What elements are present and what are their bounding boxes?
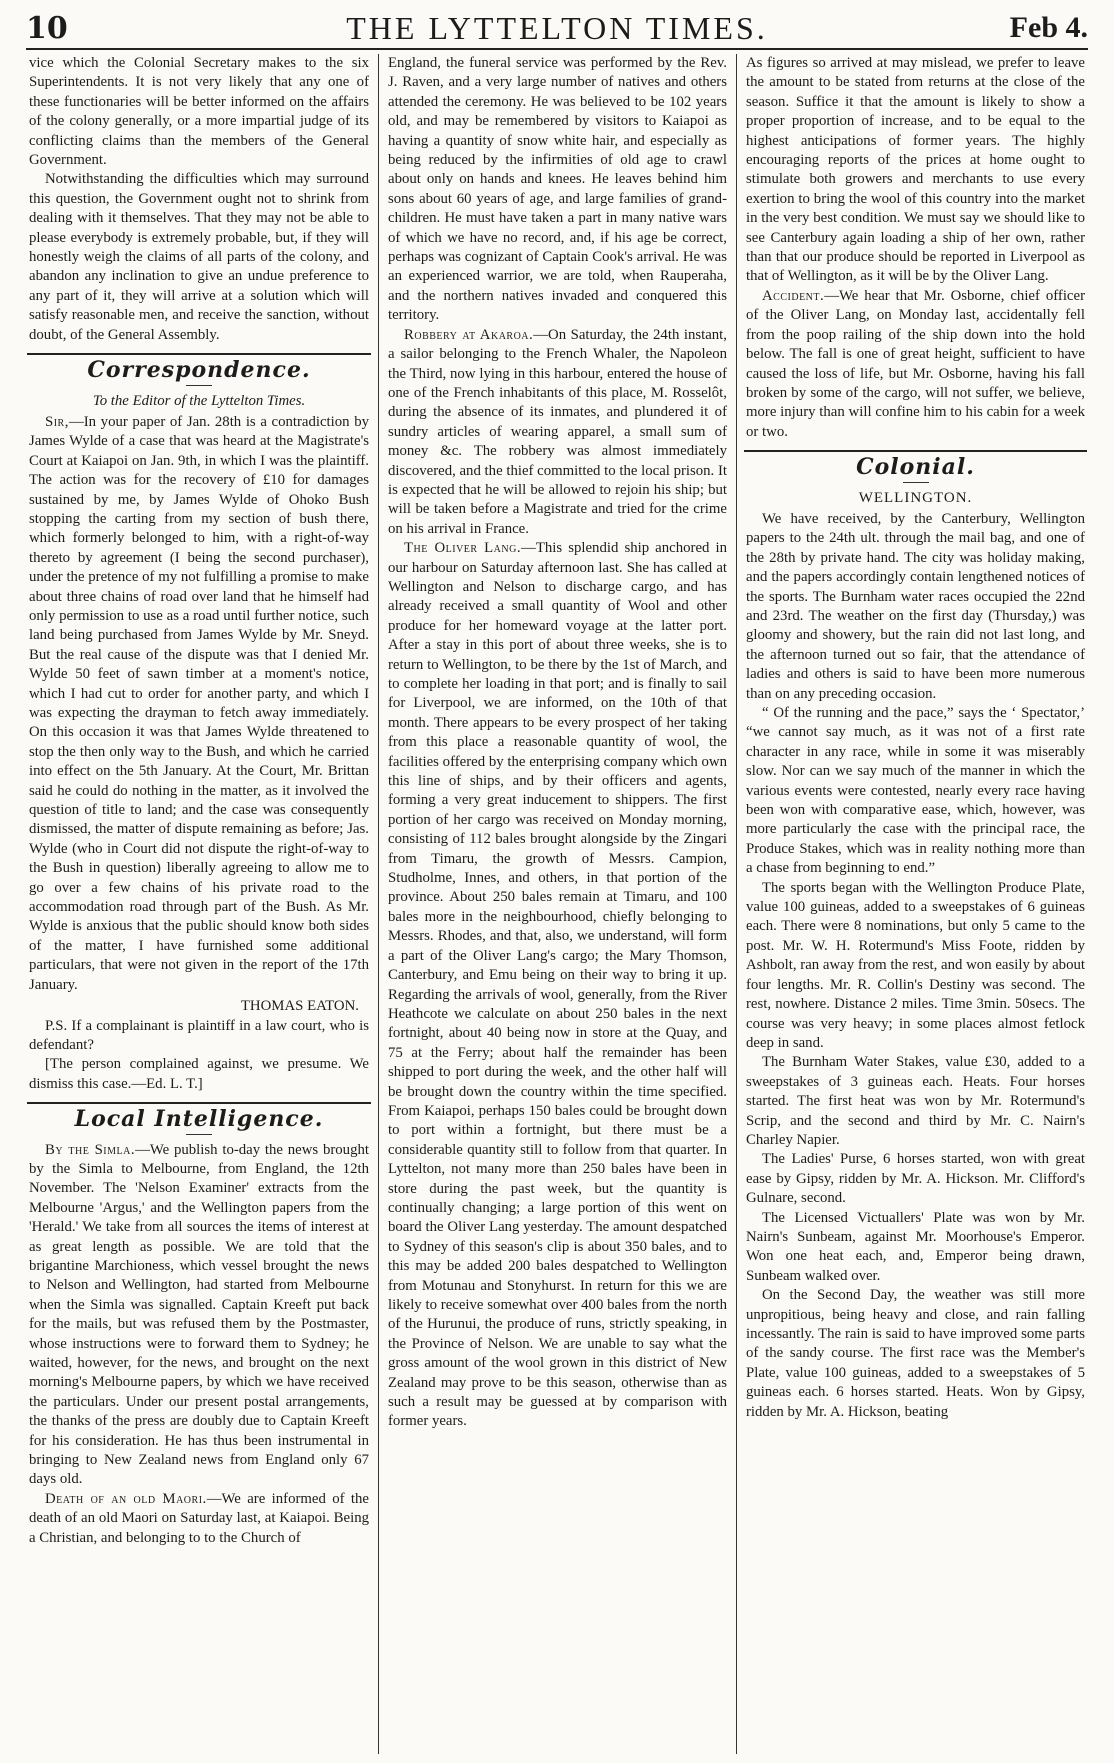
editor-note: [The person complained against, we presume. We dismiss this case.—Ed. L. T.] — [29, 1056, 369, 1092]
letter-lead: Sir, — [45, 413, 69, 430]
article-body: —This splendid ship anchored in our harbour on Saturday afternoon last. She has called at Wellington and Nelson to discharge cargo, and has already received a small quantity of Wool and other produce for her homeward voyage at the latter port. After a stay in this port of about three weeks, she is to return to Wellington, to be there by the 1st of March, and to complete her loading in that port; and is finally to sail for Liverpool, we are informed, on the 10th of that month. There appears to be every prospect of her taking from this place a reasonable quantity of wool, the facilities offered by the enterprising company which own this line of ships, and by their officers and agents, forming a very great inducement to shippers. The first portion of her cargo was received on Monday morning, consisting of 112 bales brought alongside by the Zingari from Timaru, the growth of Messrs. Campion, Studholme, Innes, and others, in that portion of the province. About 250 bales remain at Timaru, and 100 bales more in the neighbourhood, chiefly belonging to Messrs. Rhodes, and that, also, we understand, will form a part of the Oliver Lang's cargo; the Mary Thomson, Canterbury, and Emu being on their way to bring it up. Regarding the arrivals of wool, generally, from the River Heathcote we calculate on about 250 bales in the next fortnight, about 40 being now in store at the Quay, and 75 at the Ferry; about half the remainder has been shipped to port during the week, and the other half will be brought down the country within the time specified. From Kaiapoi, perhaps 150 bales could be brought down to port within a fortnight, but there must be a considerable quantity still to follow from that quarter. In Lyttelton, not many more than 250 bales have been in store during the past week, but the quantity is continually changing; a large portion of this went on board the Oliver Lang yesterday. The amount despatched to Sydney of this season's clip is about 350 bales, and to this may be added 200 bales despatched to Wellington from Motunau and Stonyhurst. In return for this we are likely to receive somewhat over 400 bales from the north of the Hurunui, the produce of runs, strictly speaking, in the Province of Nelson. We are unable to say what the gross amount of the wool grown in this district of New Zealand may prove to be this season, otherwise than as such a result may be guessed at by comparison with former years. — [388, 540, 727, 1430]
signature: THOMAS EATON. — [240, 998, 359, 1015]
divider — [27, 1102, 371, 1104]
paragraph: As figures so arrived at may mislead, we prefer to leave the amount to be stated from returns at the close of the season. Suffice it that the amount is likely to show a proper proportion of increase, and to be equal to the highest anticipations of former years. The highly encouraging reports of the prices at home ought to stimulate both growers and merchants to use every exertion to bring the wool of this country into the market in the very best condition. We must say we should like to see Canterbury again loading a ship of her own, rather than that our produce should be reported in Liverpool as that of Wellington, as it will be by the Oliver Lang. — [746, 55, 1085, 285]
section-title-correspondence: Correspondence. — [87, 357, 311, 384]
issue-date: Feb 4. — [1009, 11, 1088, 44]
paragraph: We have received, by the Canterbury, Wellington papers to the 24th ult. through the mail bag, and one of the 28th by private hand. The city was holiday making, and the papers accordingly contain lengthened notices of the sports. The Burnham water races occupied the 22nd and 23rd. The weather on the first day (Thursday,) was gloomy and showery, but the rain did not last long, and the afternoon turned out so fair, that the attendance of ladies and others is said to have been more numerous than on any preceding occasion. — [746, 510, 1085, 702]
divider — [744, 450, 1087, 452]
column-2 — [378, 54, 736, 1754]
article-body: —On Saturday, the 24th instant, a sailor belonging to the French Whaler, the Napoleon the Third, now lying in this harbour, entered the house of one of the French inhabitants of this place, M. Rosselôt, during the absence of its inmates, and plundered it of sundry articles of wearing apparel, a small sum of money &c. The robbery was almost immediately discovered, and the thief committed to the local prison. It is expected that he will be allowed to rejoin his ship; but will be taken before a Magistrate and tried for the crime on his arrival in France. — [388, 326, 727, 537]
letter-body: —In your paper of Jan. 28th is a contradiction by James Wylde of a case that was heard at the Magistrate's Court at Kaiapoi on Jan. 9th, in which I was the plaintiff. The action was for the recovery of £10 for damages sustained by me, by James Wylde of Ohoko Bush stopping the carting from my section of bush there, which formerly belonged to him, with a right-of-way thereto by agreement (I being the second purchaser), under the pretence of my not fulfilling a promise to make about three chains of road over land that he himself had only permission to use as a road until further notice, such land being purchased from James Wylde by Mr. Sneyd. But the real cause of the dispute was that I denied Mr. Wylde 50 feet of sawn timber at a moment's notice, which I had cut to order for another party, and which I was expecting the drayman to fetch away immediately. On this occasion it was that James Wylde threatened to stop the then only way to the Bush, and which he carried into effect on the 5th January. At the Court, Mr. Brittan said he could do nothing in the matter, as it involved the question of title to land; and the case was consequently dismissed, the matter of dispute remaining as before; Jas. Wylde (who in Court did not dispute the right-of-way to the Bush in question) liberally agreeing to allow me to go over a few chains of his private road to the accommodation road through part of the Bush. As Mr. Wylde is anxious that the public should know both sides of the matter, I have furnished some additional particulars, that were not given in the report of the 17th January. — [29, 413, 369, 993]
article-lead: Accident. — [762, 287, 825, 304]
subheading-wellington: WELLINGTON. — [858, 489, 973, 506]
article-columns — [20, 54, 1094, 1754]
paragraph: “ Of the running and the pace,” says the ‘ Spectator,’ “we cannot say much, as it was not of a first rate character in any race, while in some it was miserably slow. Nor can we say much of the manner in which the various events were contested, nearly every race having been won with comparative ease, which, however, was more particularly the case with the principal race, the Produce Stakes, which was in reality nothing more than a chase from beginning to end.” — [746, 705, 1085, 877]
page-number: 10 — [26, 10, 68, 46]
paragraph: On the Second Day, the weather was still more unpropitious, being heavy and close, and rain falling incessantly. The rain is said to have improved some parts of the sandy course. The first race was the Member's Plate, value 100 guineas, added to a sweepstakes of 5 guineas each. 6 horses started. Heats. Won by Gipsy, ridden by Mr. A. Hickson, beating — [746, 1287, 1085, 1420]
column-3 — [736, 54, 1094, 1754]
divider — [27, 353, 371, 355]
section-title-colonial: Colonial. — [856, 454, 975, 481]
divider — [186, 1134, 212, 1135]
paragraph: England, the funeral service was performed by the Rev. J. Raven, and a very large number of natives and others attended the ceremony. He was believed to be 102 years old, and may be remembered by visitors to Kaiapoi as having a quantity of snow white hair, and especially as being reduced by the infirmities of old age to crawl about only on hands and knees. He leaves behind him sons about 60 years of age, and large families of grand-children. He must have taken a part in many native wars of which we have no record, and, if his age be correct, perhaps was cognizant of Captain Cook's arrival. He was an experienced warrior, we are told, when Rauperaha, and the northern natives invaded and conquered this territory. — [388, 55, 727, 324]
paragraph: Notwithstanding the difficulties which may surround this question, the Government ought not to shrink from dealing with it themselves. That they may not be able to please everybody is extremely probable, but, if they will honestly weigh the claims of all parts of the colony, and abandon any inclination to give an undue preference to any part of it, they will arrive at a solution which will satisfy reasonable men, and receive the sanction, without doubt, of the General Assembly. — [29, 171, 369, 343]
paragraph: The Licensed Victuallers' Plate was won by Mr. Nairn's Sunbeam, against Mr. Moorhouse's Emperor. Won one heat each, and, Emperor being drawn, Sunbeam walked over. — [746, 1209, 1085, 1284]
letter-paragraph — [29, 413, 369, 995]
newspaper-title: THE LYTTELTON TIMES. — [346, 9, 768, 46]
article-simla — [29, 1141, 369, 1490]
article-oliver-lang — [388, 539, 727, 1432]
paragraph: vice which the Colonial Secretary makes to the six Superintendents. It is not very likely that any one of these functionaries will be better informed on the affairs of the colony generally, or a more impartial judge of its conflicting claims than the members of the General Government. — [29, 55, 369, 169]
salutation: To the Editor of the Lyttelton Times. — [92, 392, 306, 409]
article-body: —We publish to-day the news brought by the Simla to Melbourne, from England, the 12th November. The 'Nelson Examiner' extracts from the Melbourne 'Argus,' and the Wellington papers from the 'Herald.' We take from all sources the items of interest at as great length as possible. We are told that the brigantine Marchioness, which vessel brought the news to Nelson and Wellington, had started from Melbourne when the Simla was signalled. Captain Kreeft put back for the mails, but was refused them by the Postmaster, whose instructions were to forward them to Sydney; he waited, however, for the news, and brought on the next morning's Melbourne papers, by which we have received the particulars. Under our present postal arrangements, the thanks of the press are doubly due to Captain Kreeft for his consideration. He has thus been instrumental in bringing to New Zealand news from England only 67 days old. — [29, 1141, 369, 1488]
paragraph: The sports began with the Wellington Produce Plate, value 100 guineas, added to a sweepstakes of 6 guineas each. There were 8 nominations, but only 5 came to the post. Mr. W. H. Rotermund's Miss Foote, ridden by Ashbolt, ran away from the rest, and won easily by about four lengths. Mr. R. Collin's Destiny was second. The rest, nowhere. Distance 2 miles. Time 3min. 50secs. The course was very heavy; in some places almost fetlock deep in sand. — [746, 879, 1085, 1051]
article-lead: The Oliver Lang. — [404, 540, 522, 557]
section-title-local-intelligence: Local Intelligence. — [74, 1106, 324, 1133]
article-maori — [29, 1490, 369, 1548]
article-lead: Death of an old Maori. — [45, 1490, 207, 1507]
paragraph: The Burnham Water Stakes, value £30, added to a sweepstakes of 3 guineas each. Heats. Four horses started. The first heat was won by Mr. Rotermund's Scrip, and the second and third by Mr. C. Nairn's Charley Napier. — [746, 1054, 1085, 1148]
article-lead: Robbery at Akaroa. — [404, 326, 534, 343]
article-lead: By the Simla. — [45, 1141, 136, 1158]
paragraph: The Ladies' Purse, 6 horses started, won with great ease by Gipsy, ridden by Mr. A. Hickson. Mr. Clifford's Gulnare, second. — [746, 1151, 1085, 1207]
page-header — [26, 8, 1088, 50]
divider — [903, 482, 929, 483]
article-accident — [746, 287, 1085, 442]
article-robbery — [388, 326, 727, 539]
article-body: —We are informed of the death of an old Maori on Saturday last, at Kaiapoi. Being a Christian, and belonging to to the Church of — [29, 1490, 369, 1546]
article-body: —We hear that Mr. Osborne, chief officer of the Oliver Lang, on Monday last, accidentally fell from the poop railing of the ship down into the hold below. The fall is one of great height, sufficient to have caused the loss of life, but Mr. Osborne, having his fall broken by some of the cargo, will not suffer, we believe, more injury than will confine him to his cabin for a week or two. — [746, 287, 1085, 440]
column-1 — [20, 54, 378, 1754]
postscript: P.S. If a complainant is plaintiff in a law court, who is defendant? — [29, 1017, 369, 1053]
divider — [186, 385, 212, 386]
